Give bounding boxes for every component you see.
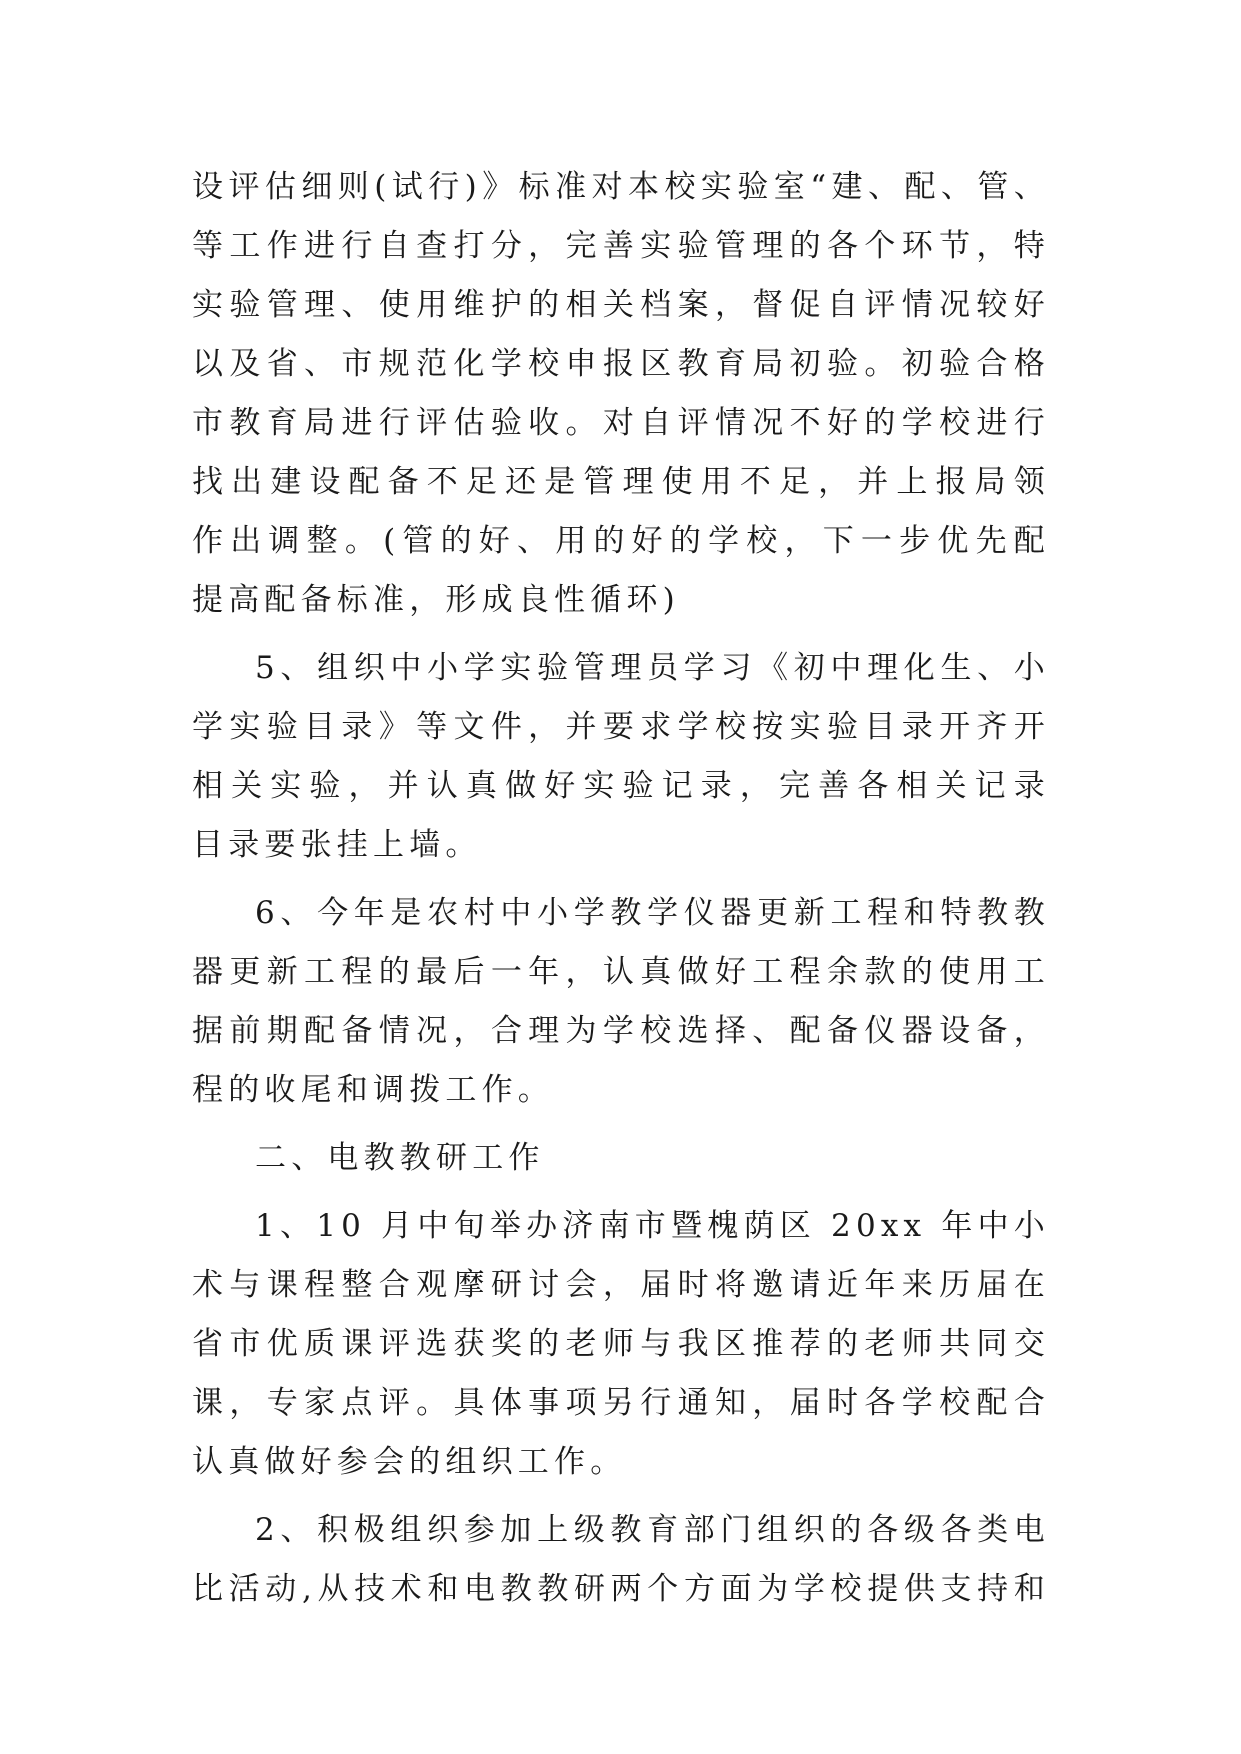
section-heading-text: 二、电教教研工作 [255,1140,545,1176]
text-line: 课，专家点评。具体事项另行通知，届时各学校配合 [192,1385,1050,1421]
text-line: 目录要张挂上墙。 [192,827,482,863]
paragraph-continuation [192,158,1050,630]
text-line: 程的收尾和调拨工作。 [192,1072,554,1108]
text-line: 比活动,从技术和电教教研两个方面为学校提供支持和 [192,1571,1050,1607]
text-line: 1、10 月中旬举办济南市暨槐荫区 20xx 年中小 [255,1208,1050,1244]
text-line: 学实验目录》等文件，并要求学校按实验目录开齐开 [192,709,1050,745]
text-line: 6、今年是农村中小学教学仪器更新工程和特教教 [255,895,1050,931]
text-line: 找出建设配备不足还是管理使用不足，并上报局领 [192,464,1050,500]
text-line: 提高配备标准，形成良性循环) [192,582,680,618]
text-line: 相关实验，并认真做好实验记录，完善各相关记录 [192,768,1050,804]
text-line: 认真做好参会的组织工作。 [192,1444,627,1480]
text-line: 市教育局进行评估验收。对自评情况不好的学校进行 [192,405,1050,441]
text-line: 5、组织中小学实验管理员学习《初中理化生、小 [255,650,1050,686]
text-line: 省市优质课评选获奖的老师与我区推荐的老师共同交 [192,1326,1050,1362]
paragraph-item-2 [192,1501,1050,1619]
text-line: 2、积极组织参加上级教育部门组织的各级各类电 [255,1512,1050,1548]
text-line: 等工作进行自查打分，完善实验管理的各个环节，特 [192,228,1050,264]
paragraph-item-6 [192,884,1050,1120]
text-line: 器更新工程的最后一年，认真做好工程余款的使用工 [192,954,1050,990]
paragraph-item-5 [192,639,1050,875]
document-body [192,158,1050,1628]
section-heading [192,1129,1050,1188]
text-line: 据前期配备情况，合理为学校选择、配备仪器设备， [192,1013,1050,1049]
text-line: 实验管理、使用维护的相关档案，督促自评情况较好 [192,287,1050,323]
text-line: 术与课程整合观摩研讨会，届时将邀请近年来历届在 [192,1267,1050,1303]
paragraph-item-1 [192,1197,1050,1492]
text-line: 设评估细则(试行)》标准对本校实验室“建、配、管、 [192,169,1050,205]
text-line: 作出调整。(管的好、用的好的学校，下一步优先配 [192,523,1050,559]
text-line: 以及省、市规范化学校申报区教育局初验。初验合格 [192,346,1050,382]
